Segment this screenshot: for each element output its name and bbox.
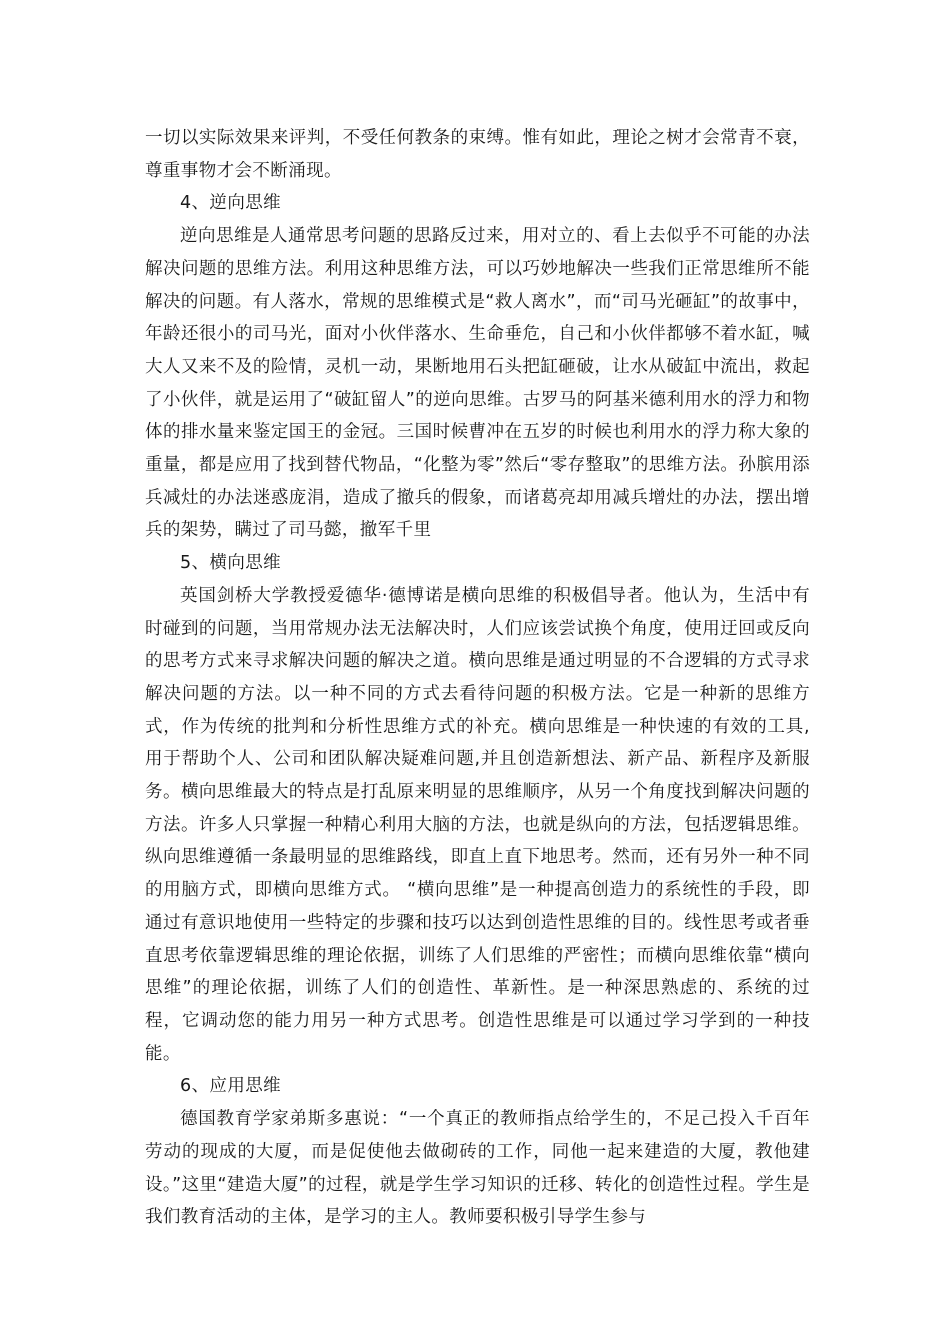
- paragraph-intro-continuation: 一切以实际效果来评判，不受任何教条的束缚。惟有如此，理论之树才会常青不衰，尊重事物才会不断涌现。: [145, 128, 810, 181]
- paragraph-applied-thinking: 德国教育学家弟斯多惠说：“一个真正的教师指点给学生的，不足己投入千百年劳动的现成的大厦，而是促使他去做砌砖的工作，同他一起来建造的大厦，教他建设。”这里“建造大厦”的过程，就是学生学习知识的迁移、转化的创造性过程。学生是我们教育活动的主体，是学习的主人。教师要积极引导学生参与: [145, 1109, 810, 1228]
- paragraph-lateral-thinking: 英国剑桥大学教授爱德华·德博诺是横向思维的积极倡导者。他认为，生活中有时碰到的问题，当用常规办法无法解决时，人们应该尝试换个角度，使用迂回或反向的思考方式来寻求解决问题的解决之道。横向思维是通过明显的不合逻辑的方式寻求解决问题的方法。以一种不同的方式去看待问题的积极方法。它是一种新的思维方式，作为传统的批判和分析性思维方式的补充。横向思维是一种快速的有效的工具,用于帮助个人、公司和团队解决疑难问题,并且创造新想法、新产品、新程序及新服务。横向思维最大的特点是打乱原来明显的思维顺序，从另一个角度找到解决问题的方法。许多人只掌握一种精心利用大脑的方法，也就是纵向的方法，包括逻辑思维。纵向思维遵循一条最明显的思维路线，即直上直下地思考。然而，还有另外一种不同的用脑方式，即横向思维方式。 “横向思维”是一种提高创造力的系统性的手段，即通过有意识地使用一些特定的步骤和技巧以达到创造性思维的目的。线性思考或者垂直思考依靠逻辑思维的理论依据，训练了人们思维的严密性；而横向思维依靠“横向思维”的理论依据，训练了人们的创造性、革新性。是一种深思熟虑的、系统的过程，它调动您的能力用另一种方式思考。创造性思维是可以通过学习学到的一种技能。: [145, 585, 810, 1064]
- section-heading-reverse-thinking: 4、逆向思维: [180, 193, 282, 214]
- paragraph-reverse-thinking: 逆向思维是人通常思考问题的思路反过来，用对立的、看上去似乎不可能的办法解决问题的思维方法。利用这种思维方法，可以巧妙地解决一些我们正常思维所不能解决的问题。有人落水，常规的思维模式是“救人离水”，而“司马光砸缸”的故事中，年龄还很小的司马光，面对小伙伴落水、生命垂危，自己和小伙伴都够不着水缸，喊大人又来不及的险情，灵机一动，果断地用石头把缸砸破，让水从破缸中流出，救起了小伙伴，就是运用了“破缸留人”的逆向思维。古罗马的阿基米德利用水的浮力和物体的排水量来鉴定国王的金冠。三国时候曹冲在五岁的时候也利用水的浮力称大象的重量，都是应用了找到替代物品，“化整为零”然后“零存整取”的思维方法。孙膑用添兵减灶的办法迷惑庞涓，造成了撤兵的假象，而诸葛亮却用减兵增灶的办法，摆出增兵的架势，瞒过了司马懿，撤军千里: [145, 226, 810, 541]
- section-heading-applied-thinking: 6、应用思维: [180, 1076, 282, 1097]
- section-heading-lateral-thinking: 5、横向思维: [180, 553, 282, 574]
- document-body: [145, 122, 810, 1234]
